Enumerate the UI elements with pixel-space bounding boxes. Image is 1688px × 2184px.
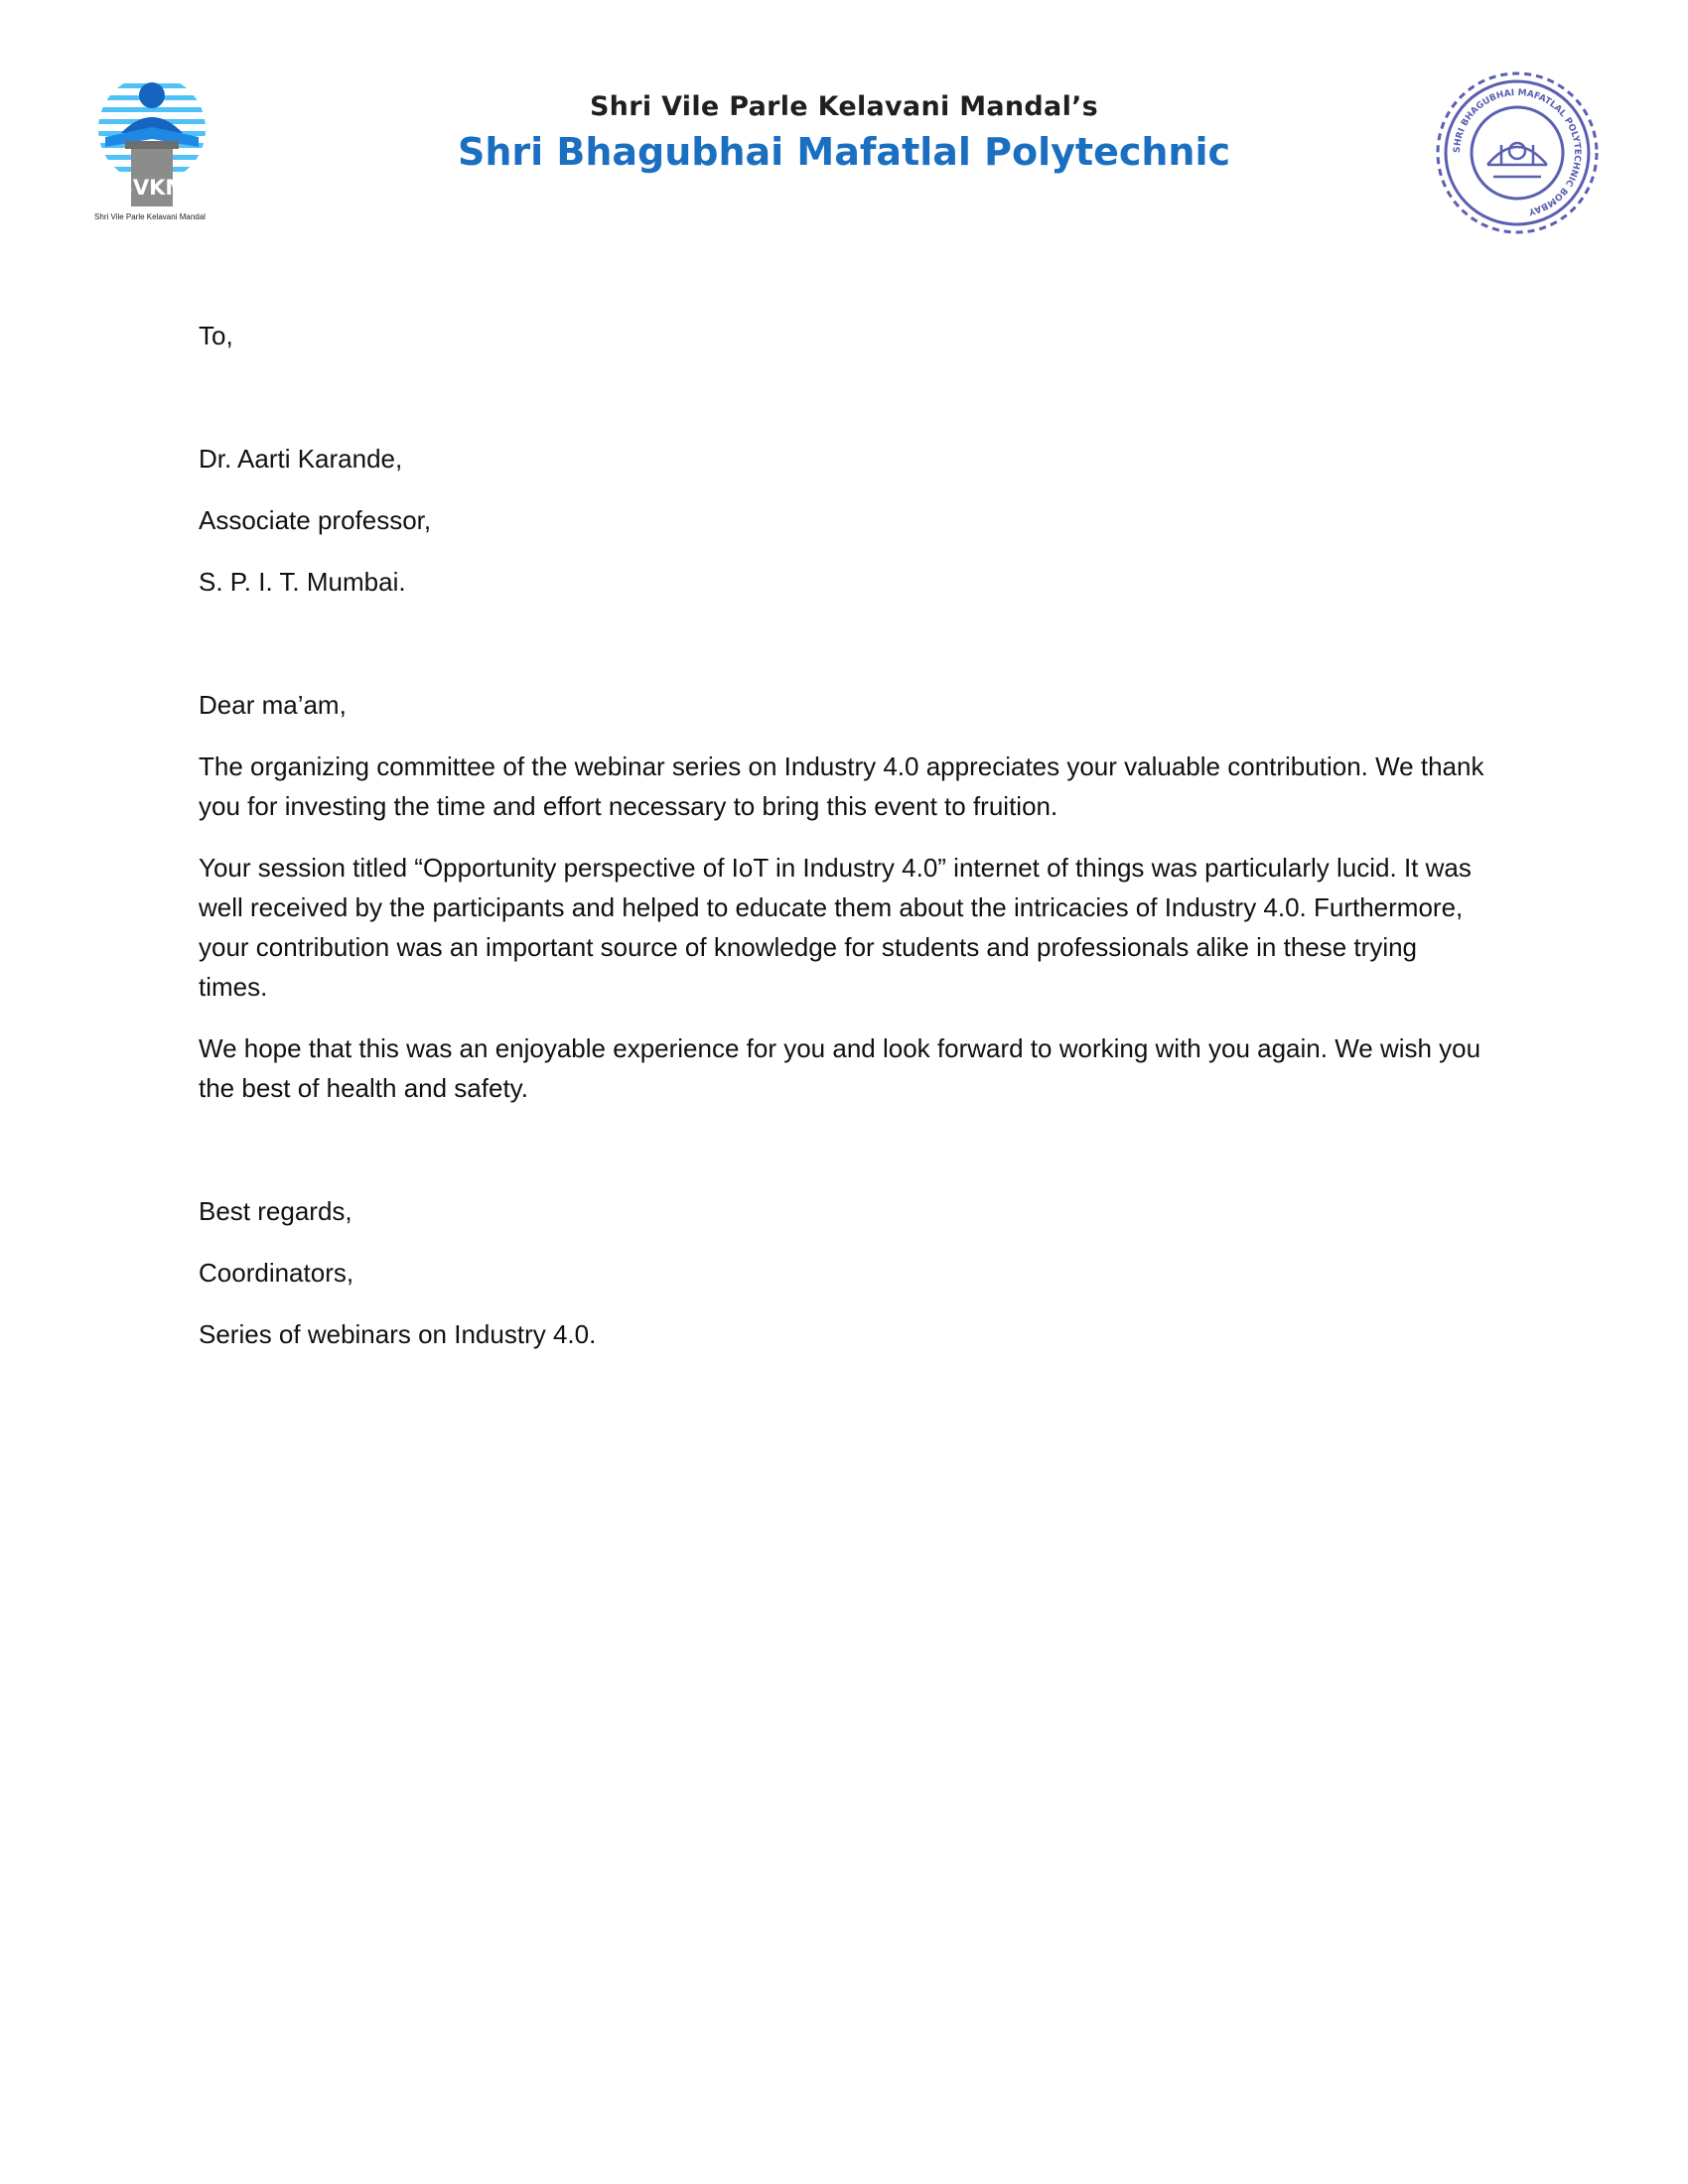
polytechnic-seal [1432, 68, 1603, 238]
seal-icon [1432, 68, 1603, 238]
recipient-title: Associate professor, [199, 505, 432, 535]
institution-name: Shri Bhagubhai Mafatlal Polytechnic [457, 130, 1231, 174]
letter-body [199, 316, 1489, 1376]
svkm-caption: Shri Vile Parle Kelavani Mandal [94, 212, 206, 221]
greeting-to: To, [199, 321, 233, 350]
letterhead [0, 0, 1688, 238]
paragraph-appreciation: The organizing committee of the webinar series on Industry 4.0 appreciates your valuable contribution. We thank you for investing the time and effort necessary to bring this event to fruition. [199, 751, 1484, 821]
recipient-institution: S. P. I. T. Mumbai. [199, 567, 406, 597]
seal-ring-text: SHRI BHAGUBHAI MAFATLAL POLYTECHNIC BOMBAY [1452, 87, 1583, 216]
recipient-name: Dr. Aarti Karande, [199, 444, 403, 474]
salutation: Dear ma’am, [199, 690, 347, 720]
svkm-logo-text: SVKM [117, 176, 187, 200]
org-subtitle: Shri Vile Parle Kelavani Mandal’s [589, 91, 1099, 122]
paragraph-closing: We hope that this was an enjoyable experience for you and look forward to working with you again. We wish you the best of health and safety. [199, 1033, 1481, 1103]
closing-organization: Series of webinars on Industry 4.0. [199, 1319, 597, 1349]
closing-regards: Best regards, [199, 1196, 352, 1226]
paragraph-session: Your session titled “Opportunity perspective of IoT in Industry 4.0” internet of things was particularly lucid. It was well received by the participants and helped to educate them about the intricacies of Industry 4.0. Furthermore, your contribution was an important source of knowledge for students and professionals alike in these trying times. [199, 853, 1472, 1002]
closing-signatory: Coordinators, [199, 1258, 354, 1288]
